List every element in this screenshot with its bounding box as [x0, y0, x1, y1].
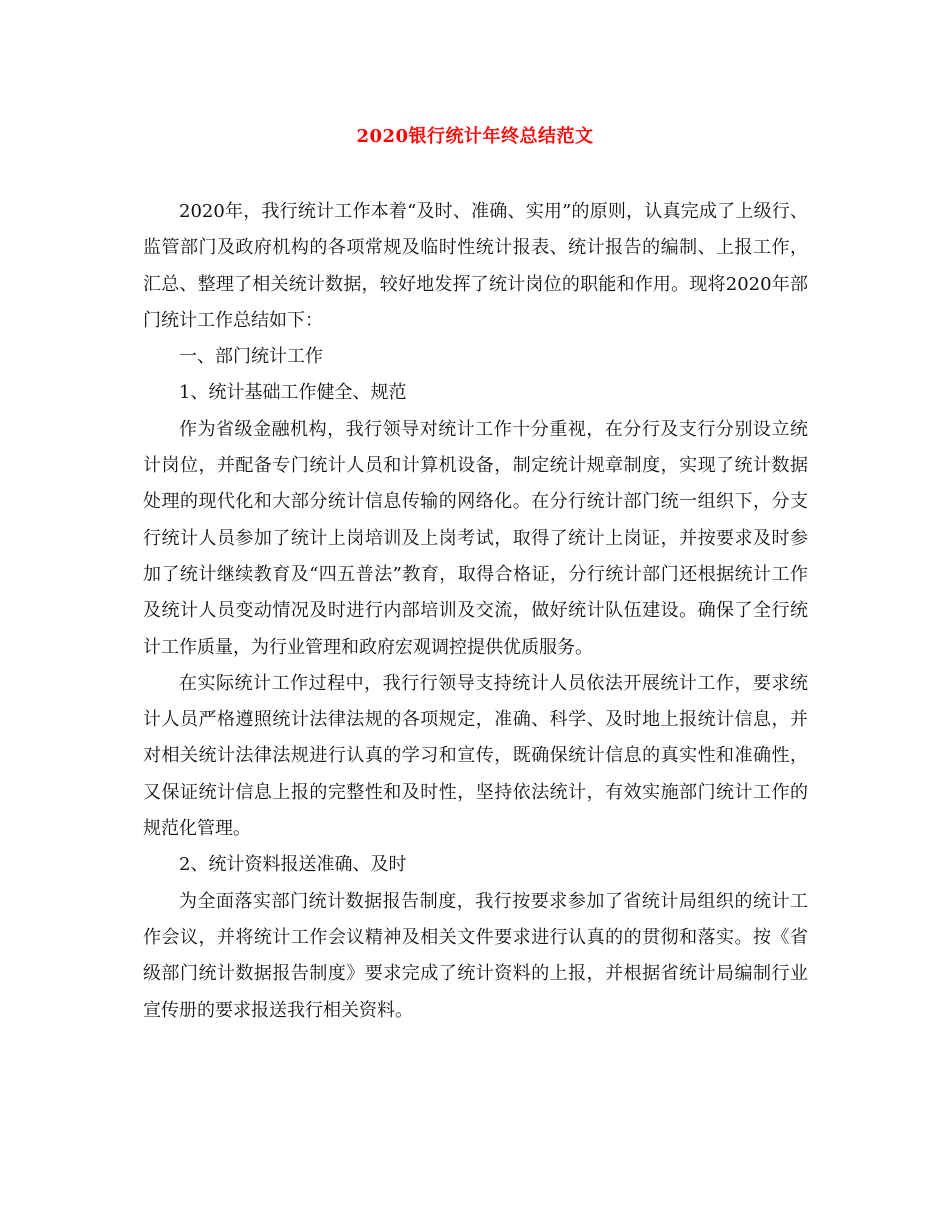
document-body	[143, 194, 808, 1029]
subsection-heading-2: 2、统计资料报送准确、及时	[179, 854, 407, 876]
paragraph-body: 作为省级金融机构，我行领导对统计工作十分重视，在分行及支行分别设立统计岗位，并配备专门统计人员和计算机设备，制定统计规章制度，实现了统计数据处理的现代化和大部分统计信息传输的网络化。在分行统计部门统一组织下，分支行统计人员参加了统计上岗培训及上岗考试，取得了统计上岗证，并按要求及时参加了统计继续教育及“四五普法”教育，取得合格证，分行统计部门还根据统计工作及统计人员变动情况及时进行内部培训及交流，做好统计队伍建设。确保了全行统计工作质量，为行业管理和政府宏观调控提供优质服务。	[143, 418, 808, 658]
document-title: 2020银行统计年终总结范文	[356, 126, 594, 147]
paragraph-body: 在实际统计工作过程中，我行行领导支持统计人员依法开展统计工作，要求统计人员严格遵照统计法律法规的各项规定，准确、科学、及时地上报统计信息，并对相关统计法律法规进行认真的学习和宣传，既确保统计信息的真实性和准确性，又保证统计信息上报的完整性和及时性，坚持依法统计，有效实施部门统计工作的规范化管理。	[143, 672, 808, 840]
paragraph-intro: 2020年，我行统计工作本着“及时、准确、实用”的原则，认真完成了上级行、监管部门及政府机构的各项常规及临时性统计报表、统计报告的编制、上报工作，汇总、整理了相关统计数据，较好地发挥了统计岗位的职能和作用。现将2020年部门统计工作总结如下：	[143, 201, 808, 331]
paragraph-body: 为全面落实部门统计数据报告制度，我行按要求参加了省统计局组织的统计工作会议，并将统计工作会议精神及相关文件要求进行认真的的贯彻和落实。按《省级部门统计数据报告制度》要求完成了统计资料的上报，并根据省统计局编制行业宣传册的要求报送我行相关资料。	[143, 890, 808, 1021]
section-heading-1: 一、部门统计工作	[179, 346, 323, 368]
subsection-heading-1: 1、统计基础工作健全、规范	[179, 382, 407, 404]
